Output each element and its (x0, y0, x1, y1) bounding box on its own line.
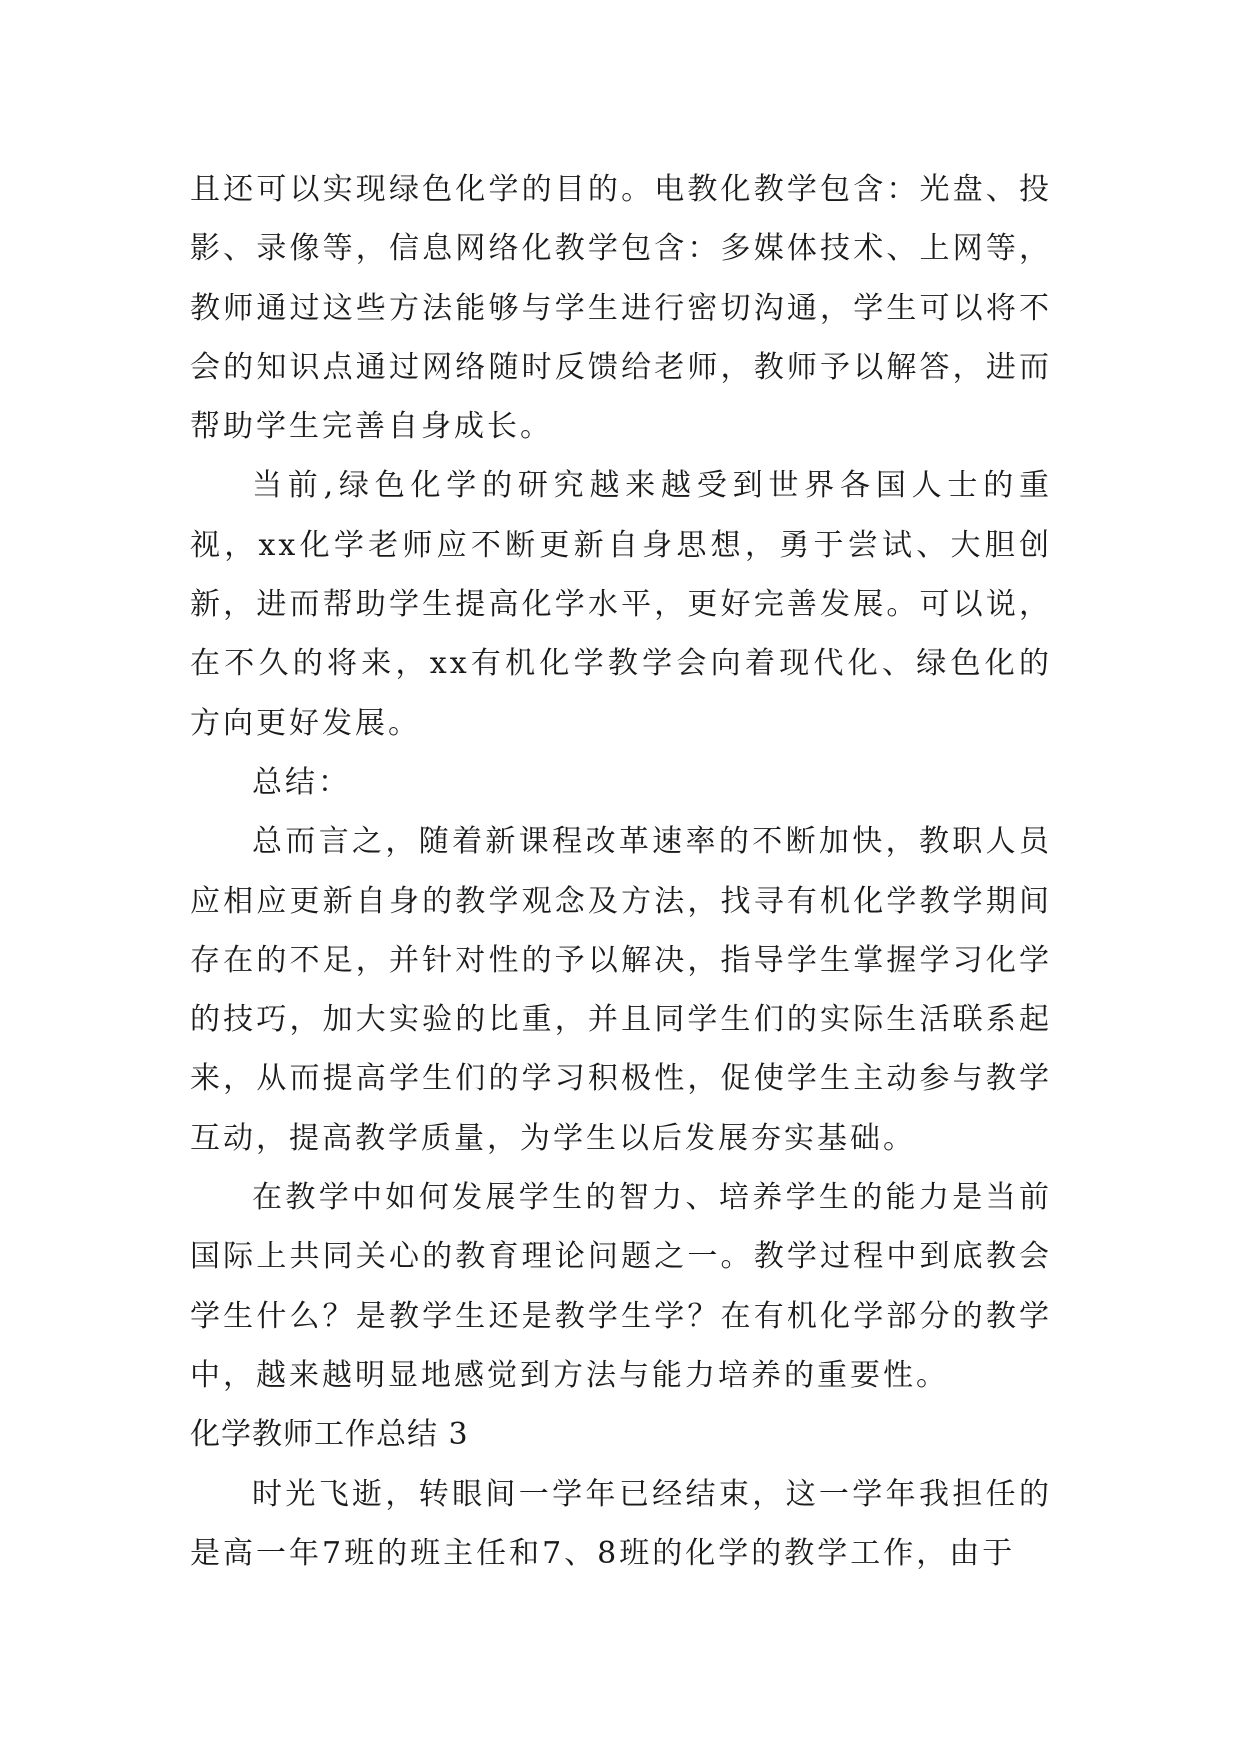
paragraph-1: 且还可以实现绿色化学的目的。电教化教学包含：光盘、投影、录像等，信息网络化教学包含：多媒体技术、上网等，教师通过这些方法能够与学生进行密切沟通，学生可以将不会的知识点通过网络随时反馈给老师，教师予以解答，进而帮助学生完善自身成长。 (190, 172, 1052, 445)
document-body (190, 160, 1052, 1583)
section-heading: 化学教师工作总结 3 (190, 1417, 469, 1453)
paragraph-4: 在教学中如何发展学生的智力、培养学生的能力是当前国际上共同关心的教育理论问题之一。教学过程中到底教会学生什么？是教学生还是教学生学？在有机化学部分的教学中，越来越明显地感觉到方法与能力培养的重要性。 (190, 1180, 1052, 1393)
paragraph-2: 当前,绿色化学的研究越来越受到世界各国人士的重视，xx化学老师应不断更新自身思想，勇于尝试、大胆创新，进而帮助学生提高化学水平，更好完善发展。可以说，在不久的将来，xx有机化学教学会向着现代化、绿色化的方向更好发展。 (190, 468, 1052, 741)
paragraph-3: 总而言之，随着新课程改革速率的不断加快，教职人员应相应更新自身的教学观念及方法，找寻有机化学教学期间存在的不足，并针对性的予以解决，指导学生掌握学习化学的技巧，加大实验的比重，并且同学生们的实际生活联系起来，从而提高学生们的学习积极性，促使学生主动参与教学互动，提高教学质量，为学生以后发展夯实基础。 (190, 824, 1052, 1156)
paragraph-5: 时光飞逝，转眼间一学年已经结束，这一学年我担任的是高一年7班的班主任和7、8班的化学的教学工作，由于 (190, 1476, 1052, 1571)
summary-label: 总结： (252, 764, 351, 800)
